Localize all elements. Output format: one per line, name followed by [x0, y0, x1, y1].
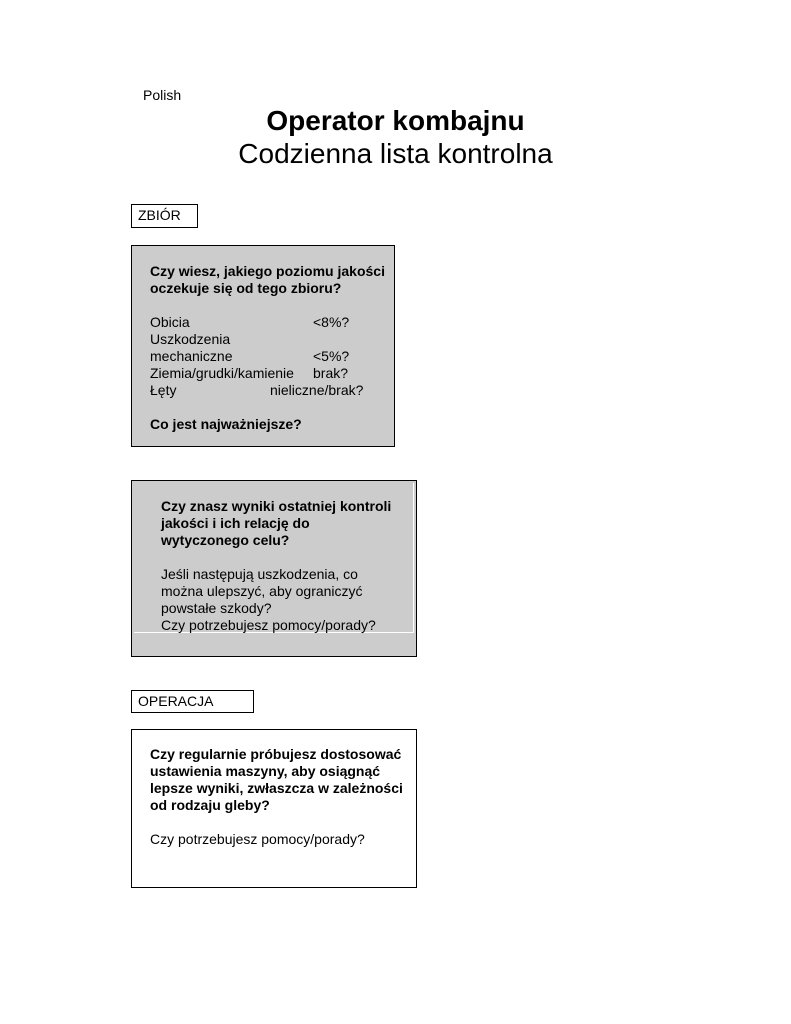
checklist-box-quality [131, 245, 395, 447]
quality-item: Łęty [150, 382, 177, 398]
checklist-box-last-control [131, 480, 417, 657]
quality-value: <8%? [313, 314, 350, 330]
quality-item: Uszkodzenia [150, 331, 231, 347]
quality-row-uszkodzenia [150, 331, 394, 348]
question-line: Czy regularnie próbujesz dostosować [150, 746, 402, 762]
question-line: oczekuje się od tego zbioru? [150, 280, 342, 296]
quality-value: brak? [313, 365, 349, 381]
question-line: od rodzaju gleby? [150, 797, 270, 813]
question-line: ustawienia maszyny, aby osiągnąć [150, 763, 381, 779]
question-line: lepsze wyniki, zwłaszcza w zależności [150, 780, 403, 796]
quality-item: Obicia [150, 314, 190, 330]
body-line: Jeśli następują uszkodzenia, co [161, 566, 358, 582]
language-label: Polish [143, 87, 182, 103]
section-label-operacja: OPERACJA [131, 690, 254, 713]
body-line: Czy potrzebujesz pomocy/porady? [150, 831, 365, 847]
question-line: Czy znasz wyniki ostatniej kontroli [161, 498, 392, 514]
quality-item: mechaniczne [150, 348, 233, 364]
body-line: powstałe szkody? [161, 600, 272, 616]
section-label-zbior: ZBIÓR [131, 204, 198, 228]
quality-row-mechaniczne [150, 348, 394, 365]
body-line: Czy potrzebujesz pomocy/porady? [161, 617, 376, 633]
question-line: Czy wiesz, jakiego poziomu jakości [150, 263, 385, 279]
document-subtitle: Codzienna lista kontrolna [238, 138, 553, 169]
quality-row-ziemia [150, 365, 394, 382]
checklist-box-inner [134, 483, 414, 633]
quality-row-lety [150, 382, 394, 399]
body-line: można ulepszyć, aby ograniczyć [161, 583, 363, 599]
checklist-box-machine-settings [131, 729, 417, 888]
quality-item: Ziemia/grudki/kamienie [150, 365, 294, 381]
question-line: wytyczonego celu? [161, 532, 290, 548]
quality-value: <5%? [313, 348, 350, 364]
quality-row-obicia [150, 314, 394, 331]
document-title: Operator kombajnu [266, 105, 525, 136]
closing-question: Co jest najważniejsze? [150, 416, 302, 432]
quality-value: nieliczne/brak? [270, 382, 364, 398]
question-line: jakości i ich relację do [161, 515, 310, 531]
